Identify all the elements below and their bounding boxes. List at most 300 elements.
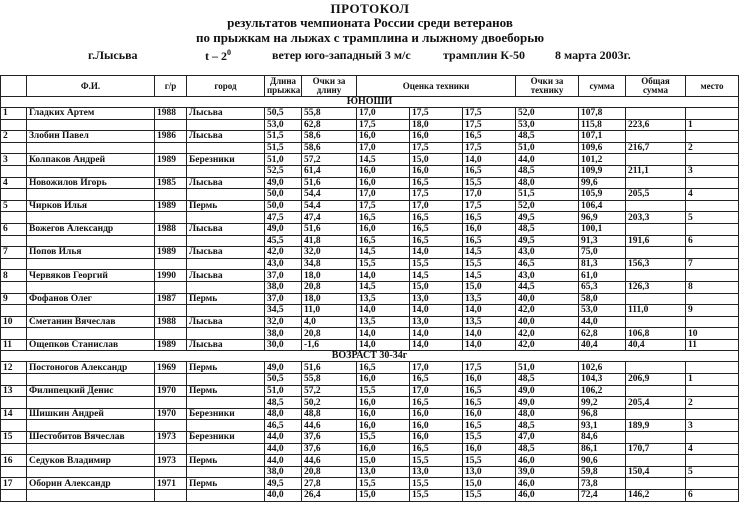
table-cell: 44,6 (302, 455, 357, 467)
col-length: Длина прыжка (265, 76, 302, 97)
table-cell: 3 (686, 165, 739, 177)
col-name: Ф.И. (27, 76, 155, 97)
table-cell: 16,5 (463, 165, 516, 177)
table-cell: 51,0 (265, 154, 302, 166)
table-cell: 1969 (155, 362, 187, 374)
table-cell: Филипецкий Денис (27, 385, 155, 397)
table-cell: 47,0 (516, 432, 579, 444)
table-cell: 15,5 (463, 455, 516, 467)
table-row (1, 490, 739, 502)
table-cell (686, 108, 739, 120)
table-cell: 13,5 (463, 293, 516, 305)
table-cell: 13,0 (463, 466, 516, 478)
table-cell (626, 478, 686, 490)
table-cell (686, 223, 739, 235)
table-cell: 16,5 (410, 374, 463, 386)
table-cell: 20,8 (302, 328, 357, 340)
table-cell: 47,4 (302, 212, 357, 224)
table-cell: 13,5 (463, 316, 516, 328)
table-cell: 191,6 (626, 235, 686, 247)
table-cell: 51,0 (516, 142, 579, 154)
table-cell: 1 (686, 119, 739, 131)
table-cell: 211,1 (626, 165, 686, 177)
table-cell (155, 281, 187, 293)
col-length-points: Очки за длину (302, 76, 357, 97)
table-cell (155, 119, 187, 131)
table-cell: 44,0 (265, 432, 302, 444)
table-cell: 17,5 (357, 200, 410, 212)
table-cell (187, 258, 265, 270)
table-cell: 75,0 (579, 247, 626, 259)
table-cell (686, 293, 739, 305)
table-cell: 44,5 (516, 281, 579, 293)
table-cell: 16,0 (463, 408, 516, 420)
table-cell: 43,0 (516, 247, 579, 259)
table-cell: Пермь (187, 362, 265, 374)
table-row (1, 247, 739, 259)
table-cell: 30,0 (265, 339, 302, 351)
table-cell: 14,0 (410, 247, 463, 259)
table-cell: 115,8 (579, 119, 626, 131)
table-cell: 203,3 (626, 212, 686, 224)
table-cell: 1973 (155, 432, 187, 444)
table-cell: 51,6 (302, 177, 357, 189)
table-cell: 17,0 (410, 385, 463, 397)
table-cell: 15,5 (357, 432, 410, 444)
table-cell: 1987 (155, 293, 187, 305)
table-cell: 51,0 (516, 362, 579, 374)
table-cell: 150,4 (626, 466, 686, 478)
table-cell: 9 (1, 293, 27, 305)
table-cell: 4 (1, 177, 27, 189)
table-row (1, 189, 739, 201)
table-cell (27, 328, 155, 340)
table-row (1, 408, 739, 420)
table-cell: 17,5 (463, 362, 516, 374)
table-cell: Лысьва (187, 131, 265, 143)
table-cell: 1 (686, 374, 739, 386)
table-cell: 65,3 (579, 281, 626, 293)
table-cell: 16,5 (463, 212, 516, 224)
table-cell (626, 408, 686, 420)
table-cell: 9 (686, 305, 739, 317)
table-cell: 15,0 (463, 281, 516, 293)
protocol-title: ПРОТОКОЛ (330, 1, 410, 16)
table-cell: 34,5 (265, 305, 302, 317)
table-cell: 72,4 (579, 490, 626, 502)
table-cell (187, 466, 265, 478)
table-cell: 13 (1, 385, 27, 397)
table-cell (27, 281, 155, 293)
table-cell: 49,0 (516, 397, 579, 409)
table-cell: 1970 (155, 385, 187, 397)
table-cell: Червяков Георгий (27, 270, 155, 282)
table-cell: 41,8 (302, 235, 357, 247)
table-cell (27, 235, 155, 247)
table-cell (686, 154, 739, 166)
table-cell: 15,0 (410, 154, 463, 166)
table-cell: 16,5 (410, 443, 463, 455)
table-cell: 14,0 (463, 305, 516, 317)
table-cell (1, 258, 27, 270)
table-cell: 40,0 (516, 293, 579, 305)
results-table (0, 75, 739, 502)
table-cell: 106,8 (626, 328, 686, 340)
table-cell: 16,0 (463, 443, 516, 455)
table-cell (27, 142, 155, 154)
table-cell: 96,9 (579, 212, 626, 224)
table-cell: 1 (1, 108, 27, 120)
table-row (1, 223, 739, 235)
table-cell: Лысьва (187, 177, 265, 189)
table-cell (686, 432, 739, 444)
table-cell (626, 316, 686, 328)
table-cell: 16,0 (357, 408, 410, 420)
table-cell (626, 362, 686, 374)
table-cell (686, 362, 739, 374)
table-row (1, 455, 739, 467)
table-cell: 48,5 (516, 223, 579, 235)
table-cell: 5 (686, 212, 739, 224)
table-cell: 42,0 (516, 339, 579, 351)
table-cell: 6 (686, 235, 739, 247)
table-cell: Оборин Александр (27, 478, 155, 490)
table-cell: 14,0 (410, 328, 463, 340)
table-cell: Чирков Илья (27, 200, 155, 212)
table-cell (27, 305, 155, 317)
table-cell (27, 189, 155, 201)
table-cell: 44,0 (579, 316, 626, 328)
table-cell: 18,0 (302, 270, 357, 282)
table-cell: 16,5 (463, 235, 516, 247)
table-header-row (1, 76, 739, 97)
table-cell: 14,5 (463, 270, 516, 282)
table-cell (155, 189, 187, 201)
table-cell (626, 432, 686, 444)
table-cell: Березники (187, 432, 265, 444)
table-cell: 14,5 (357, 247, 410, 259)
table-cell: 11 (1, 339, 27, 351)
table-cell: 14,0 (463, 154, 516, 166)
table-cell: 46,0 (516, 490, 579, 502)
table-cell: 11,0 (302, 305, 357, 317)
table-row (1, 270, 739, 282)
table-cell: 106,2 (579, 385, 626, 397)
table-cell: 46,5 (265, 420, 302, 432)
table-cell: Лысьва (187, 223, 265, 235)
table-cell: 13,5 (357, 293, 410, 305)
table-cell (187, 328, 265, 340)
table-cell: 48,5 (516, 443, 579, 455)
table-cell: 13,0 (410, 466, 463, 478)
table-cell: 100,1 (579, 223, 626, 235)
table-cell (155, 443, 187, 455)
table-cell: 16,0 (357, 165, 410, 177)
table-cell (1, 397, 27, 409)
table-cell: 16,0 (410, 420, 463, 432)
table-cell (27, 397, 155, 409)
table-cell: 58,6 (302, 131, 357, 143)
table-cell: 170,7 (626, 443, 686, 455)
table-cell: 32,0 (265, 316, 302, 328)
table-cell: 17,5 (463, 119, 516, 131)
table-cell (27, 420, 155, 432)
table-cell: -1,6 (302, 339, 357, 351)
table-cell (626, 131, 686, 143)
table-cell: 15,5 (410, 258, 463, 270)
table-cell: 6 (1, 223, 27, 235)
table-cell: Шишкин Андрей (27, 408, 155, 420)
table-cell: 49,0 (516, 385, 579, 397)
table-cell (155, 258, 187, 270)
table-cell (27, 258, 155, 270)
table-cell (1, 235, 27, 247)
table-row (1, 443, 739, 455)
table-cell: 17,5 (463, 142, 516, 154)
table-cell: 49,5 (265, 478, 302, 490)
table-cell (1, 189, 27, 201)
table-cell: 16,5 (463, 397, 516, 409)
table-cell: 1970 (155, 408, 187, 420)
table-cell: 205,5 (626, 189, 686, 201)
table-cell: 15,5 (463, 490, 516, 502)
table-cell: 37,6 (302, 443, 357, 455)
table-cell: 48,5 (516, 165, 579, 177)
table-cell: 6 (686, 490, 739, 502)
table-row (1, 142, 739, 154)
col-technique: Оценка техники (357, 76, 516, 97)
table-cell (1, 142, 27, 154)
table-cell: Лысьва (187, 247, 265, 259)
temperature-label: t – $2^0$ (205, 48, 231, 63)
table-cell: 15,5 (357, 478, 410, 490)
table-cell: 49,5 (516, 212, 579, 224)
table-cell: 55,8 (302, 108, 357, 120)
table-row (1, 420, 739, 432)
table-cell: 49,5 (516, 235, 579, 247)
table-cell: 40,4 (579, 339, 626, 351)
table-cell (626, 177, 686, 189)
col-city: город (187, 76, 265, 97)
table-cell: 26,4 (302, 490, 357, 502)
table-cell: 46,0 (516, 478, 579, 490)
table-cell: 16,5 (410, 235, 463, 247)
table-cell: 49,0 (265, 362, 302, 374)
table-cell: 15,0 (410, 281, 463, 293)
table-cell: 16,0 (410, 408, 463, 420)
table-cell: Постоногов Александр (27, 362, 155, 374)
table-cell: Лысьва (187, 108, 265, 120)
table-cell: 16,0 (410, 432, 463, 444)
table-cell: 15,5 (463, 177, 516, 189)
table-cell (686, 385, 739, 397)
table-cell: 17,0 (410, 362, 463, 374)
table-cell: Сметанин Вячеслав (27, 316, 155, 328)
table-cell: 38,0 (265, 466, 302, 478)
table-cell: 16,5 (357, 362, 410, 374)
table-cell: 16,0 (357, 397, 410, 409)
col-total: Общая сумма (626, 76, 686, 97)
table-cell: 46,0 (516, 455, 579, 467)
table-row (1, 200, 739, 212)
table-cell: 1988 (155, 223, 187, 235)
table-cell (1, 119, 27, 131)
table-cell: 53,0 (516, 119, 579, 131)
table-cell: 1989 (155, 247, 187, 259)
table-row (1, 328, 739, 340)
table-cell: 111,0 (626, 305, 686, 317)
table-cell (626, 385, 686, 397)
table-cell: 40,4 (626, 339, 686, 351)
table-cell: 48,5 (516, 420, 579, 432)
table-cell: 99,2 (579, 397, 626, 409)
table-cell: 43,0 (516, 270, 579, 282)
table-cell: 16,0 (357, 177, 410, 189)
table-cell: 90,6 (579, 455, 626, 467)
table-cell (187, 374, 265, 386)
table-row (1, 397, 739, 409)
city-label: г.Лысьва (88, 48, 138, 62)
table-cell: Фофанов Олег (27, 293, 155, 305)
table-cell: 48,5 (516, 374, 579, 386)
table-cell (27, 443, 155, 455)
table-cell (27, 466, 155, 478)
table-cell: 50,2 (302, 397, 357, 409)
table-cell: 42,0 (516, 328, 579, 340)
table-cell: 50,0 (265, 189, 302, 201)
table-cell: Березники (187, 408, 265, 420)
table-cell: 37,6 (302, 432, 357, 444)
table-cell: 48,5 (265, 397, 302, 409)
table-cell: 20,8 (302, 281, 357, 293)
table-cell (187, 119, 265, 131)
table-cell: 14,0 (410, 305, 463, 317)
table-cell: 1990 (155, 270, 187, 282)
table-row (1, 258, 739, 270)
table-cell: 48,8 (302, 408, 357, 420)
table-cell: 8 (686, 281, 739, 293)
table-cell: 50,5 (265, 108, 302, 120)
table-cell: 40,0 (265, 490, 302, 502)
table-cell (187, 443, 265, 455)
table-cell: 101,2 (579, 154, 626, 166)
table-cell: 57,2 (302, 385, 357, 397)
table-cell: 15,0 (357, 455, 410, 467)
table-cell: 44,6 (302, 420, 357, 432)
table-cell: 58,0 (579, 293, 626, 305)
table-cell: 42,0 (516, 305, 579, 317)
table-cell (686, 478, 739, 490)
table-cell: 17,0 (410, 200, 463, 212)
col-technique-points: Очки за технику (516, 76, 579, 97)
table-cell: 4,0 (302, 316, 357, 328)
table-cell (27, 374, 155, 386)
table-cell: 16,5 (463, 420, 516, 432)
table-cell: 14,0 (357, 270, 410, 282)
table-cell (155, 142, 187, 154)
table-cell: 81,3 (579, 258, 626, 270)
section-title: ВОЗРАСТ 30-34г (1, 351, 739, 362)
table-cell: 104,3 (579, 374, 626, 386)
table-cell: 57,2 (302, 154, 357, 166)
table-cell: 102,6 (579, 362, 626, 374)
table-cell: 107,8 (579, 108, 626, 120)
table-cell: 126,3 (626, 281, 686, 293)
table-cell (187, 212, 265, 224)
table-cell: 17,5 (410, 189, 463, 201)
table-cell (626, 223, 686, 235)
table-cell (1, 165, 27, 177)
table-cell: 15,5 (463, 258, 516, 270)
table-row (1, 362, 739, 374)
table-cell (187, 397, 265, 409)
table-cell: 14,0 (357, 339, 410, 351)
table-cell: Лысьва (187, 339, 265, 351)
col-sum: сумма (579, 76, 626, 97)
table-cell: 50,0 (265, 200, 302, 212)
table-row (1, 281, 739, 293)
table-cell: 14,5 (410, 270, 463, 282)
table-cell: 27,8 (302, 478, 357, 490)
table-row (1, 478, 739, 490)
hill-label: трамплин К-50 (443, 48, 526, 62)
table-row (1, 339, 739, 351)
table-cell: 16 (1, 455, 27, 467)
table-cell: 16,5 (410, 212, 463, 224)
table-cell: 16,0 (410, 131, 463, 143)
table-cell (1, 281, 27, 293)
table-cell: 5 (1, 200, 27, 212)
table-cell: 62,8 (579, 328, 626, 340)
table-cell: Седуков Владимир (27, 455, 155, 467)
table-cell: 1973 (155, 455, 187, 467)
table-cell: 16,0 (357, 420, 410, 432)
table-cell: 53,0 (579, 305, 626, 317)
table-cell: Вожегов Александр (27, 223, 155, 235)
table-cell: 15,5 (357, 258, 410, 270)
table-cell (1, 374, 27, 386)
table-cell: 16,0 (463, 374, 516, 386)
table-cell: 14,0 (463, 328, 516, 340)
table-cell: 17,0 (463, 189, 516, 201)
table-row (1, 108, 739, 120)
table-cell: 58,6 (302, 142, 357, 154)
table-cell (155, 305, 187, 317)
table-cell (155, 165, 187, 177)
table-cell: 16,5 (463, 131, 516, 143)
table-cell: 37,0 (265, 293, 302, 305)
table-cell: Новожилов Игорь (27, 177, 155, 189)
table-cell: 54,4 (302, 189, 357, 201)
col-num (1, 76, 27, 97)
wind-label: ветер юго-западный 3 м/с (272, 48, 411, 62)
table-cell (686, 455, 739, 467)
table-cell: 17,5 (410, 142, 463, 154)
table-cell: Попов Илья (27, 247, 155, 259)
table-cell: 8 (1, 270, 27, 282)
section-header-row (1, 351, 739, 362)
table-cell: Березники (187, 154, 265, 166)
table-cell (27, 165, 155, 177)
table-cell: 223,6 (626, 119, 686, 131)
table-cell: 16,5 (410, 397, 463, 409)
table-cell (1, 212, 27, 224)
table-cell (626, 200, 686, 212)
table-cell (1, 466, 27, 478)
table-cell (1, 305, 27, 317)
table-cell: 1985 (155, 177, 187, 189)
table-cell: 7 (686, 258, 739, 270)
